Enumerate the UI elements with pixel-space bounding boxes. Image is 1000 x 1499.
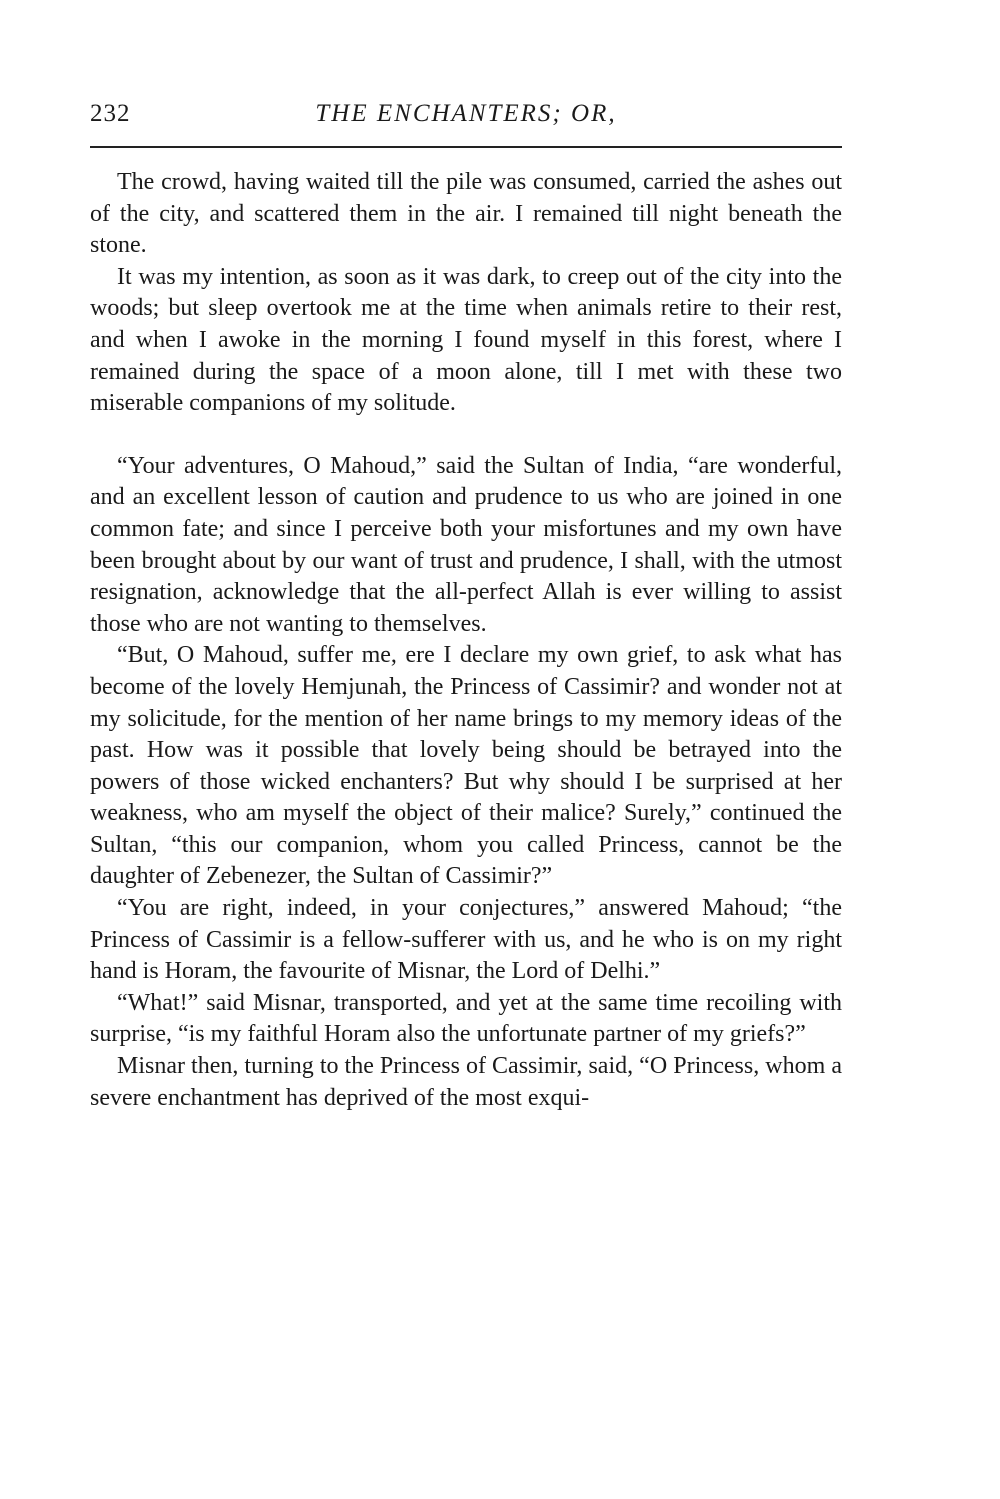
paragraph: Misnar then, turning to the Princess of Cassimir, said, “O Princess, whom a severe enchantment has deprived of the most exqui- (90, 1053, 842, 1111)
paragraph: “You are right, indeed, in your conjectures,” answered Mahoud; “the Princess of Cassimir is a fellow-sufferer with us, and he who is on my right hand is Horam, the favourite of Misnar, the Lord of Delhi.” (90, 895, 842, 985)
paragraph: The crowd, having waited till the pile was consumed, carried the ashes out of the city, and scattered them in the air. I remained till night beneath the stone. (90, 169, 842, 259)
page-number: 232 (90, 100, 131, 127)
paragraph: “Your adventures, O Mahoud,” said the Sultan of India, “are wonderful, and an excellent lesson of caution and prudence to us who are joined in one common fate; and since I perceive both your misfortunes and my own have been brought about by our want of trust and prudence, I shall, with the utmost resignation, acknowledge that the all-perfect Allah is ever willing to assist those who are not wanting to themselves. (90, 452, 842, 637)
body-text (90, 167, 842, 1114)
header-rule (90, 146, 842, 148)
paragraph: “But, O Mahoud, suffer me, ere I declare my own grief, to ask what has become of the lovely Hemjunah, the Princess of Cassimir? and wonder not at my solicitude, for the mention of her name brings to my memory ideas of the past. How was it possible that lovely being should be betrayed into the powers of those wicked enchanters? But why should I be surprised at her weakness, who am myself the object of their malice? Surely,” continued the Sultan, “this our companion, whom you called Princess, cannot be the daughter of Zebenezer, the Sultan of Cassimir?” (90, 642, 842, 890)
page-header (90, 100, 842, 136)
running-title: THE ENCHANTERS; OR, (315, 100, 617, 127)
paragraph: It was my intention, as soon as it was dark, to creep out of the city into the woods; but sleep overtook me at the time when animals retire to their rest, and when I awoke in the morning I found myself in this forest, where I remained during the space of a moon alone, till I met with these two miserable companions of my solitude. (90, 263, 842, 417)
paragraph: “What!” said Misnar, transported, and yet at the same time recoiling with surprise, “is my faithful Horam also the unfortunate partner of my griefs?” (90, 989, 842, 1048)
